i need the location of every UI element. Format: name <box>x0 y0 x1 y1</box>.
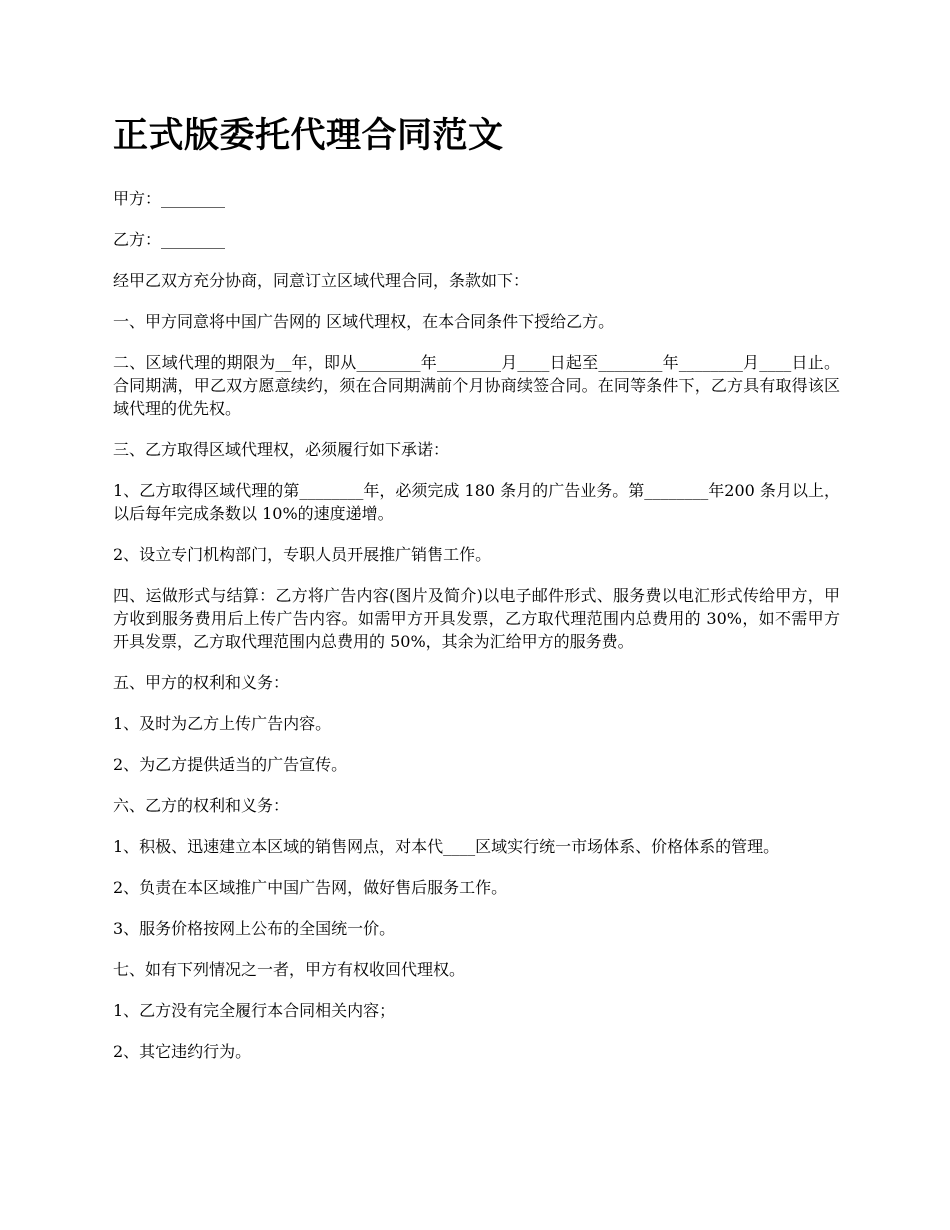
party-a-line: 甲方：________ <box>113 189 226 208</box>
document-page <box>113 112 840 1081</box>
clause-6-item-3: 3、服务价格按网上公布的全国统一价。 <box>113 919 396 938</box>
preamble-paragraph: 经甲乙双方充分协商，同意订立区域代理合同，条款如下： <box>113 271 530 290</box>
clause-3-item-2: 2、设立专门机构部门，专职人员开展推广销售工作。 <box>113 545 492 564</box>
clause-6-item-2: 2、负责在本区域推广中国广告网，做好售后服务工作。 <box>113 878 508 897</box>
clause-2-paragraph: 二、区域代理的期限为__年，即从________年________月____日起至________年________月____日止。合同期满，甲乙双方愿意续约，须在合同期满前个月协商续签合同。在同等条件下，乙方具有取得该区域代理的优先权。 <box>113 353 840 418</box>
clause-5-item-2: 2、为乙方提供适当的广告宣传。 <box>113 755 348 774</box>
clause-5-item-1: 1、及时为乙方上传广告内容。 <box>113 714 332 733</box>
clause-1-paragraph: 一、甲方同意将中国广告网的 区域代理权，在本合同条件下授给乙方。 <box>113 312 615 331</box>
document-title: 正式版委托代理合同范文 <box>113 115 504 156</box>
clause-7-item-1: 1、乙方没有完全履行本合同相关内容； <box>113 1001 396 1020</box>
clause-7-heading: 七、如有下列情况之一者，甲方有权收回代理权。 <box>113 960 466 979</box>
clause-4-paragraph: 四、运做形式与结算：乙方将广告内容(图片及简介)以电子邮件形式、服务费以电汇形式传给甲方，甲方收到服务费用后上传广告内容。如需甲方开具发票，乙方取代理范围内总费用的 30%，如不需甲方开具发票，乙方取代理范围内总费用的 50%，其余为汇给甲方的服务费。 <box>113 586 840 651</box>
clause-5-heading: 五、甲方的权利和义务： <box>113 673 290 692</box>
clause-3-item-1: 1、乙方取得区域代理的第________年，必须完成 180 条月的广告业务。第________年200 条月以上，以后每年完成条数以 10%的速度递增。 <box>113 481 840 523</box>
party-b-line: 乙方：________ <box>113 230 226 249</box>
clause-6-item-1: 1、积极、迅速建立本区域的销售网点，对本代____区域实行统一市场体系、价格体系的管理。 <box>113 837 780 856</box>
clause-7-item-2: 2、其它违约行为。 <box>113 1042 252 1061</box>
clause-6-heading: 六、乙方的权利和义务： <box>113 796 290 815</box>
clause-3-heading: 三、乙方取得区域代理权，必须履行如下承诺： <box>113 440 450 459</box>
